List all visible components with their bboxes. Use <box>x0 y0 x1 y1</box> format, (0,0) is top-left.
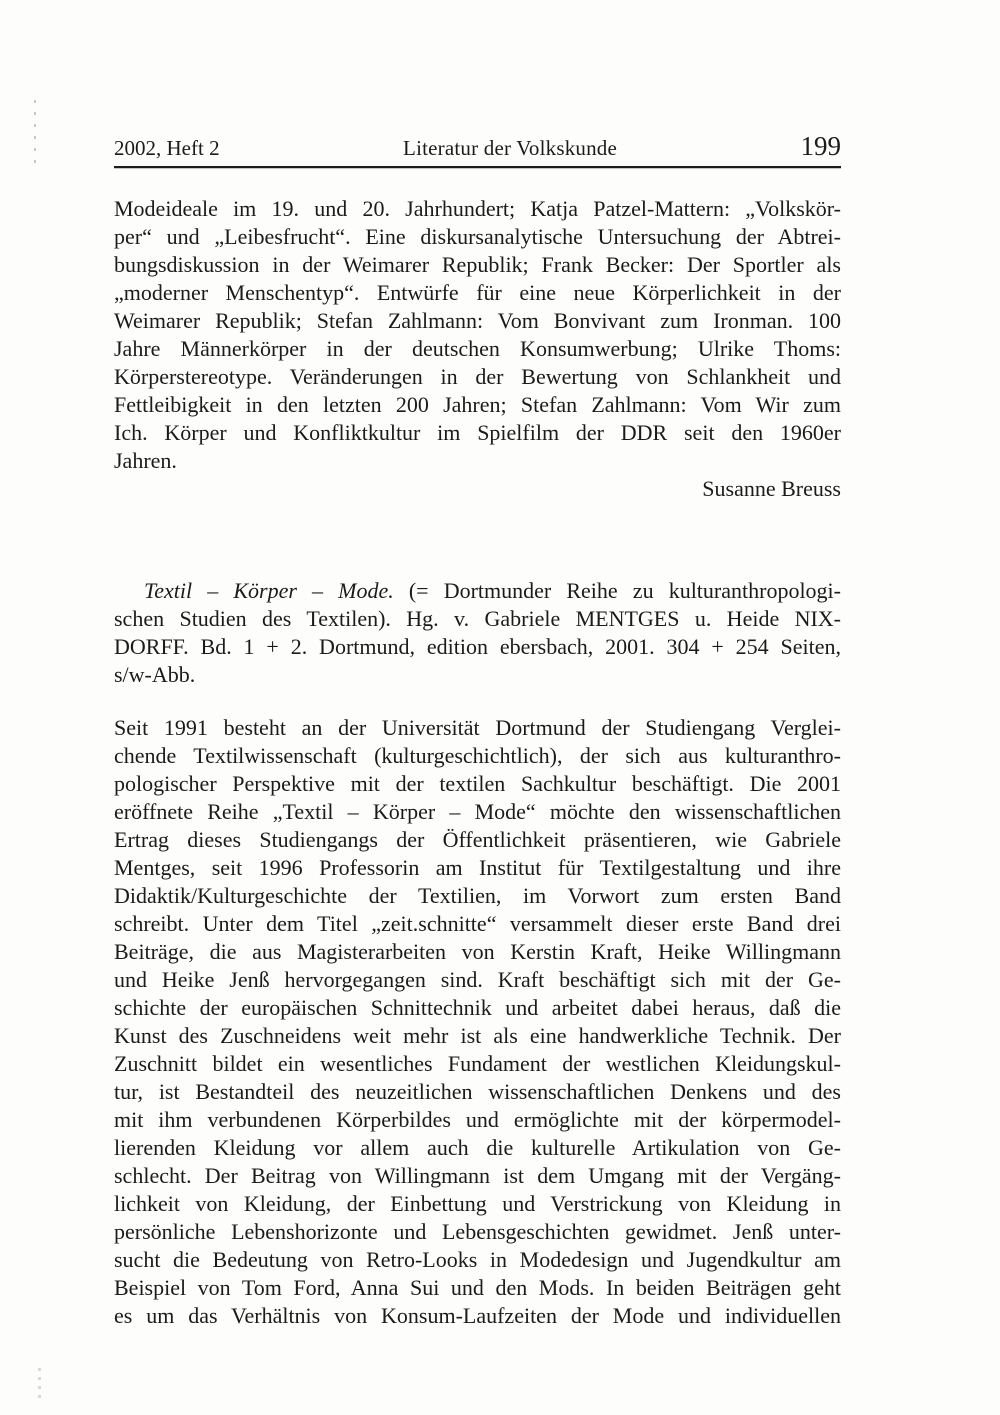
reviewer-signature: Susanne Breuss <box>702 476 841 501</box>
text-line: lierenden Kleidung vor allem auch die kulturelle Artikulation von Ge- <box>114 1135 841 1160</box>
text-line: eröffnete Reihe „Textil – Körper – Mode“ möchte den wissenschaftlichen <box>114 799 841 824</box>
page-number: 199 <box>800 131 841 161</box>
review-body-paragraph <box>114 714 841 1330</box>
scan-artifact-bottom-left <box>38 1368 41 1402</box>
text-line: „moderner Menschentyp“. Entwürfe für eine neue Körperlichkeit in der <box>114 280 841 305</box>
citation-line1-rest: (= Dortmunder Reihe zu kulturanthropologi- <box>393 578 841 603</box>
text-line: Weimarer Republik; Stefan Zahlmann: Vom Bonvivant zum Ironman. 100 <box>114 308 841 333</box>
text-line: tur, ist Bestandteil des neuzeitlichen wissenschaftlichen Denkens und des <box>114 1079 841 1104</box>
text-line: Didaktik/Kulturgeschichte der Textilien, im Vorwort zum ersten Band <box>114 883 841 908</box>
scan-artifact-top-left <box>34 100 36 166</box>
text-line: schlecht. Der Beitrag von Willingmann ist dem Umgang mit der Vergäng- <box>114 1163 841 1188</box>
text-line: und Heike Jenß hervorgegangen sind. Kraft beschäftigt sich mit der Ge- <box>114 967 841 992</box>
text-line: Beiträge, die aus Magisterarbeiten von Kerstin Kraft, Heike Willingmann <box>114 939 841 964</box>
text-line: Ich. Körper und Konfliktkultur im Spielfilm der DDR seit den 1960er <box>114 420 841 445</box>
text-line: Modeideale im 19. und 20. Jahrhundert; Katja Patzel-Mattern: „Volkskör- <box>114 196 841 221</box>
text-line: schichte der europäischen Schnittechnik und arbeitet dabei heraus, daß die <box>114 995 841 1020</box>
text-line: Jahre Männerkörper in der deutschen Konsumwerbung; Ulrike Thoms: <box>114 336 841 361</box>
citation-line: schen Studien des Textilen). Hg. v. Gabriele MENTGES u. Heide NIX- <box>114 606 841 631</box>
issue-label: 2002, Heft 2 <box>114 136 220 160</box>
review-end-paragraph <box>114 195 841 475</box>
text-line: mit ihm verbundenen Körperbildes und ermöglichte mit der körpermodel- <box>114 1107 841 1132</box>
journal-title: Literatur der Volkskunde <box>403 136 618 160</box>
text-line: sucht die Bedeutung von Retro-Looks in Modedesign und Jugendkultur am <box>114 1247 841 1272</box>
citation-line <box>114 577 841 605</box>
text-line: Mentges, seit 1996 Professorin am Institut für Textilgestaltung und ihre <box>114 855 841 880</box>
text-line: Fettleibigkeit in den letzten 200 Jahren; Stefan Zahlmann: Vom Wir zum <box>114 392 841 417</box>
text-line: Ertrag dieses Studiengangs der Öffentlichkeit präsentieren, wie Gabriele <box>114 827 841 852</box>
text-line: bungsdiskussion in der Weimarer Republik; Frank Becker: Der Sportler als <box>114 252 841 277</box>
text-line: persönliche Lebenshorizonte und Lebensgeschichten gewidmet. Jenß unter- <box>114 1219 841 1244</box>
citation-line: s/w-Abb. <box>114 662 196 687</box>
text-line: Kunst des Zuschneidens weit mehr ist als eine handwerkliche Technik. Der <box>114 1023 841 1048</box>
text-line: per“ und „Leibesfrucht“. Eine diskursanalytische Untersuchung der Abtrei- <box>114 224 841 249</box>
text-line: Körperstereotype. Veränderungen in der Bewertung von Schlankheit und <box>114 364 841 389</box>
text-line: chende Textilwissenschaft (kulturgeschichtlich), der sich aus kulturanthro- <box>114 743 841 768</box>
header-rule <box>114 166 841 168</box>
text-line: Seit 1991 besteht an der Universität Dortmund der Studiengang Verglei- <box>114 715 841 740</box>
page-content <box>114 0 841 1330</box>
book-citation <box>114 577 841 689</box>
text-line: es um das Verhältnis von Konsum-Laufzeiten der Mode und individuellen <box>114 1303 841 1328</box>
citation-title: Textil – Körper – Mode. <box>144 578 394 603</box>
text-line: Beispiel von Tom Ford, Anna Sui und den Mods. In beiden Beiträgen geht <box>114 1275 841 1300</box>
text-line: schreibt. Unter dem Titel „zeit.schnitte“ versammelt dieser erste Band drei <box>114 911 841 936</box>
text-line: lichkeit von Kleidung, der Einbettung und Verstrickung von Kleidung in <box>114 1191 841 1216</box>
citation-line: DORFF. Bd. 1 + 2. Dortmund, edition ebersbach, 2001. 304 + 254 Seiten, <box>114 634 841 659</box>
text-line: Jahren. <box>114 448 177 473</box>
text-line: Zuschnitt bildet ein wesentliches Fundament der westlichen Kleidungskul- <box>114 1051 841 1076</box>
text-line: pologischer Perspektive mit der textilen Sachkultur beschäftigt. Die 2001 <box>114 771 841 796</box>
running-header <box>114 0 841 161</box>
